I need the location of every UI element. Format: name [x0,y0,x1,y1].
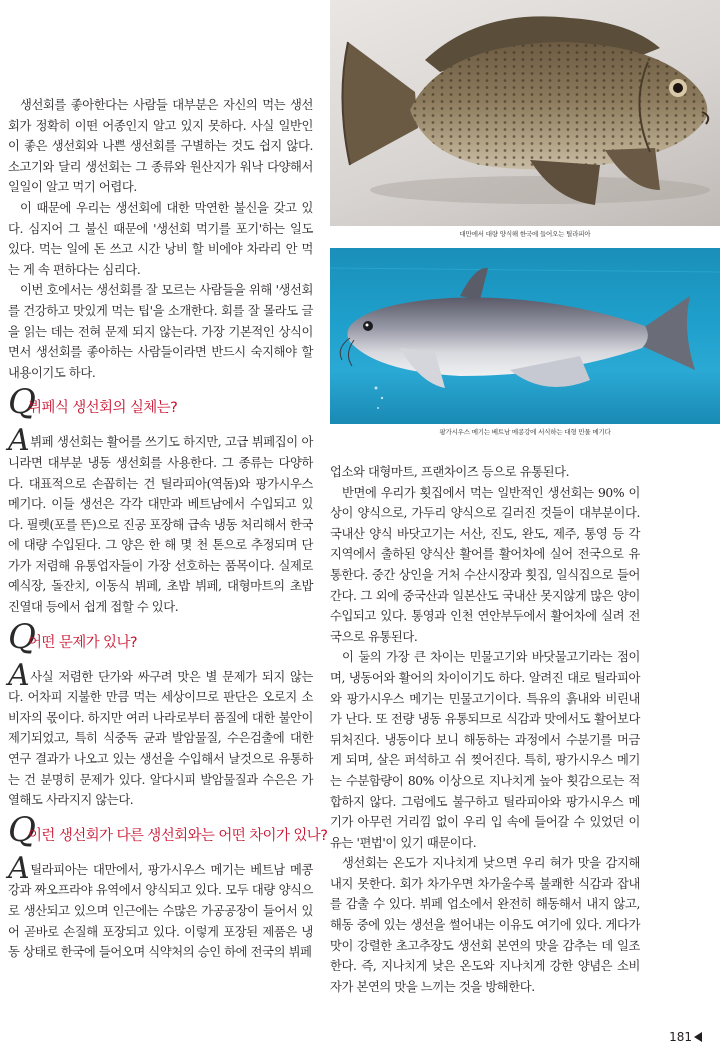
question-text: 이런 생선회가 다른 생선회와는 어떤 차이가 있나? [28,827,328,844]
page-number [669,1030,702,1044]
question-mark-letter: Q [8,616,36,657]
answer-paragraph-2 [8,657,313,811]
right-paragraph-3: 이 둘의 가장 큰 차이는 민물고기와 바닷물고기라는 점이며, 냉동어와 활어의 차이이기도 하다. 알려진 대로 틸라피아와 팡가시우스 메기는 민물고기이다. 특유의 흙내와 비린내가 난다. 또 전량 냉동 유통되므로 식감과 맛에서도 활어보다 뒤처진다. 냉동이다 보니 해동하는 과정에서 수분기를 머금게 되며, 살은 퍼석하고 쉬 찢어진다. 특히, 팡가시우스 메기는 수분함량이 80% 이상으로 지나치게 높아 횟감으로는 적합하지 않다. 그럼에도 불구하고 틸라피아와 팡가시우스 메기가 아무런 거리낌 없이 우리 입 속에 들어갈 수 있었던 이유는 '편법'이 있기 때문이다. [330,650,640,850]
tilapia-caption: 대만에서 대량 양식해 한국에 들어오는 틸라피아 [459,230,591,238]
pangasius-caption: 팡가시우스 메기는 베트남 메콩강에 서식하는 대형 민물 메기다 [439,428,611,436]
right-paragraph-2: 반면에 우리가 횟집에서 먹는 일반적인 생선회는 90% 이상이 양식으로, 가두리 양식으로 길러진 것들이 대부분이다. 국내산 양식 바닷고기는 서산, 진도, 완도, 제주, 통영 등 각 지역에서 출하된 양식산 활어를 활어차에 실어 전국으로 유통한다. 중간 상인을 거처 수산시장과 횟집, 일식집으로 들어간다. 그 외에 중국산과 일본산도 국내산 못지않게 많은 양이 수입되고 있다. 통영과 인천 연안부두에서 활어차에 실려 전국으로 유통된다. [330,485,640,644]
answer-text: 뷔페 생선회는 활어를 쓰기도 하지만, 고급 뷔페집이 아니라면 대부분 냉동 생선회를 사용한다. 그 종류는 다양하다. 대표적으로 손꼽히는 건 틸라피아(역돔)와 팡가시우스 메기다. 이들 생선은 각각 대만과 베트남에서 수입되고 있다. 필렛(포를 뜬)으로 진공 포장해 급속 냉동 처리해서 한국에 대량 수입된다. 그 양은 한 해 몇 천 톤으로 추정되며 단가가 저렴해 유통업자들이 가장 선호하는 품목이다. 실제로 예식장, 돌잔치, 이동식 뷔페, 초밥 뷔페, 대형마트의 초밥 진열대 등에서 쉽게 접할 수 있다. [8,435,313,615]
answer-text: 사실 저렴한 단가와 싸구려 맛은 별 문제가 되지 않는다. 어차피 지불한 만큼 먹는 세상이므로 판단은 오로지 소비자의 몫이다. 하지만 여러 나라로부터 품질에 대한 불안이 제기되었고, 특히 식중독 균과 발암물질, 수은검출에 대한 연구 결과가 나오고 있는 생선을 수입해서 날것으로 유통하는 건 분명히 문제가 있다. 알다시피 발암물질과 수은은 가열해도 사라지지 않는다. [8,669,313,808]
answer-mark-letter: A [8,423,30,459]
answer-text: 틸라피아는 대만에서, 팡가시우스 메기는 베트남 메콩강과 짜오프라야 유역에서 양식되고 있다. 모두 대량 양식으로 생산되고 있으며 인근에는 수많은 가공공장이 들어서 있어 곧바로 손질해 포장되고 있다. 이렇게 포장된 제품은 냉동 상태로 한국에 들어오며 식약처의 승인 하에 전국의 뷔페 [8,862,313,960]
left-column [8,95,328,963]
answer-mark-letter: A [8,850,30,886]
right-column [330,462,640,997]
page-arrow-icon [694,1032,702,1042]
question-mark-letter: Q [8,382,36,423]
intro-paragraph-1: 생선회를 좋아한다는 사람들 대부분은 자신의 먹는 생선회가 정확히 이떤 어종인지 알고 있지 못하다. 사실 일반인이 좋은 생선회와 나쁜 생선회를 구별하는 것도 쉽지 않다. 소고기와 달리 생선회는 그 종류와 원산지가 워낙 다양해서 일일이 알고 먹기 어렵다. [8,98,313,195]
answer-paragraph-1 [8,423,313,617]
page-number-text: 181 [669,1030,692,1044]
question-text: 어떤 문제가 있나? [28,634,137,651]
question-mark-letter: Q [8,809,36,850]
right-paragraph-1: 업소와 대형마트, 프랜차이즈 등으로 유통된다. [330,465,570,479]
tilapia-illustration [330,0,720,226]
answer-mark-letter: A [8,657,30,693]
tilapia-photo [330,0,720,226]
answer-paragraph-3 [8,850,313,963]
right-paragraph-4: 생선회는 온도가 지나치게 낮으면 우리 혀가 맛을 감지해내지 못한다. 회가 차가우면 차가울수록 불쾌한 식감과 잡내를 감출 수 있다. 뷔페 업소에서 완전히 해동해서 내지 않고, 해동 중에 있는 생선을 썰어내는 이유도 여기에 있다. 게다가 맛이 강렬한 초고추장도 생선회 본연의 맛을 감추는 데 일조한다. 즉, 지나치게 낮은 온도와 지나치게 강한 양념은 소비자가 본연의 맛을 느끼는 것을 방해한다. [330,856,640,994]
intro-paragraph-2: 이 때문에 우리는 생선회에 대한 막연한 불신을 갖고 있다. 심지어 그 불신 때문에 '생선회 먹기를 포기'하는 일도 있다. 먹는 일에 돈 쓰고 시간 낭비 할 비에야 차라리 안 먹는 게 속 편하다는 심리다. [8,200,313,277]
intro-paragraph-3: 이번 호에서는 생선회를 잘 모르는 사람들을 위해 '생선회를 건강하고 맛있게 먹는 팁'을 소개한다. 회를 잘 몰라도 글을 읽는 데는 전혀 문제 되지 않는다. 가장 기본적인 상식이면서 생선회를 좋아하는 사람들이라면 반드시 숙지해야 할 내용이기도 하다. [8,283,313,380]
question-heading-3 [8,809,328,851]
pangasius-illustration [330,248,720,424]
question-heading-1 [8,382,313,423]
question-text: 뷔페식 생선회의 실체는? [28,400,178,417]
pangasius-photo [330,248,720,424]
question-heading-2 [8,616,313,658]
